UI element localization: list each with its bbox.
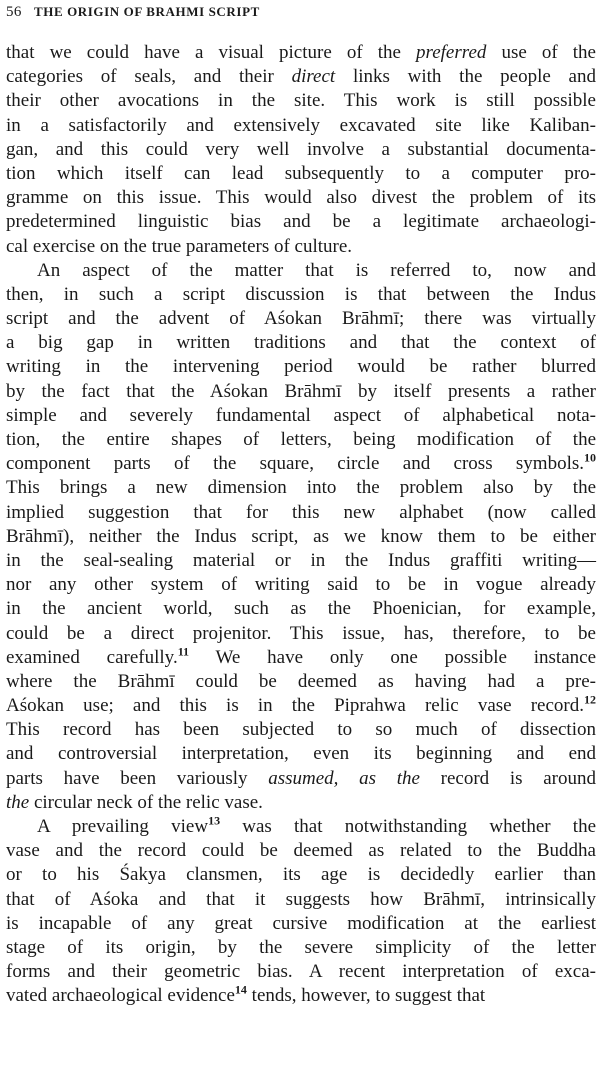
text-line: is incapable of any great cursive modification at the earliest [6, 912, 596, 934]
text-line: or to his Śakya clansmen, its age is decidedly earlier than [6, 864, 596, 886]
text-line: cal exercise on the true parameters of culture. [6, 235, 353, 257]
running-title: THE ORIGIN OF BRAHMI SCRIPT [33, 4, 260, 19]
emphasis: assumed, as the [268, 767, 420, 789]
text-line: examined carefully.$^{11}$ We have only one possible instance [6, 644, 597, 668]
emphasis: direct [291, 66, 336, 88]
page-number: 56 [6, 4, 22, 20]
emphasis: the [6, 791, 30, 813]
emphasis: preferred [416, 42, 487, 63]
text-line: where the Brāhmī could be deemed as having had a pre- [6, 670, 596, 692]
running-header [6, 4, 260, 21]
footnote-ref: 10 [584, 450, 596, 465]
text-line: the circular neck of the relic vase. [6, 791, 263, 813]
text-line: gan, and this could very well involve a substantial documenta- [6, 138, 596, 160]
text-line: parts have been variously assumed, as the record is around [6, 767, 596, 789]
text-line: and controversial interpretation, even its beginning and end [6, 743, 596, 765]
text-line: simple and severely fundamental aspect of alphabetical nota- [6, 404, 596, 426]
text-line: in the seal-sealing material or in the Indus graffiti writing— [6, 549, 596, 571]
text-line: could be a direct projenitor. This issue, has, therefore, to be [6, 622, 596, 644]
footnote-ref: 14 [234, 982, 247, 997]
footnote-ref: 13 [208, 813, 221, 828]
paragraph [6, 41, 596, 259]
text-line: vase and the record could be deemed as related to the Buddha [6, 840, 596, 862]
text-line: nor any other system of writing said to be in vogue already [6, 574, 596, 596]
text-line: implied suggestion that for this new alphabet (now called [6, 501, 596, 523]
text-line: that we could have a visual picture of the preferred use of the [6, 42, 596, 63]
text-line: by the fact that the Aśokan Brāhmī by itself presents a rather [6, 380, 596, 402]
text-line: categories of seals, and their direct links with the people and [6, 66, 596, 88]
text-line: in a satisfactorily and extensively excavated site like Kaliban- [6, 114, 596, 136]
text-line: Aśokan use; and this is in the Piprahwa relic vase record.$^{12}$ [6, 692, 596, 717]
text-line: in the ancient world, such as the Phoenician, for example, [6, 598, 596, 620]
paragraph [6, 815, 596, 1009]
footnote-ref: 12 [584, 692, 596, 707]
footnote-ref: 11 [177, 644, 190, 659]
text-line: Brāhmī), neither the Indus script, as we know them to be either [6, 525, 596, 547]
text-line: This record has been subjected to so much of dissection [6, 719, 596, 741]
text-line: stage of its origin, by the severe simplicity of the letter [6, 936, 596, 958]
text-line: This brings a new dimension into the problem also by the [6, 477, 596, 499]
text-line: their other avocations in the site. This work is still possible [6, 90, 596, 112]
paragraph [6, 259, 596, 815]
text-line: A prevailing view$^{13}$ was that notwithstanding whether the [37, 813, 596, 837]
text-line: then, in such a script discussion is that between the Indus [6, 283, 596, 305]
text-line: forms and their geometric bias. A recent interpretation of exca- [6, 961, 596, 983]
text-line: component parts of the square, circle and cross symbols.$^{10}$ [6, 450, 596, 475]
text-line: tion, the entire shapes of letters, being modification of the [6, 429, 596, 450]
text-line: An aspect of the matter that is referred to, now and [37, 259, 596, 281]
text-line: gramme on this issue. This would also divest the problem of its [6, 187, 596, 209]
text-line: script and the advent of Aśokan Brāhmī; there was virtually [6, 308, 596, 330]
text-line: predetermined linguistic bias and be a legitimate archaeologi- [6, 211, 596, 233]
text-line: writing in the intervening period would be rather blurred [6, 356, 596, 378]
body-text [6, 41, 596, 1009]
text-line: a big gap in written traditions and that the context of [6, 332, 596, 354]
text-line: vated archaeological evidence$^{14}$ tends, however, to suggest that [6, 982, 486, 1007]
text-line: tion which itself can lead subsequently to a computer pro- [6, 162, 596, 184]
text-line: that of Aśoka and that it suggests how Brāhmī, intrinsically [6, 888, 596, 910]
